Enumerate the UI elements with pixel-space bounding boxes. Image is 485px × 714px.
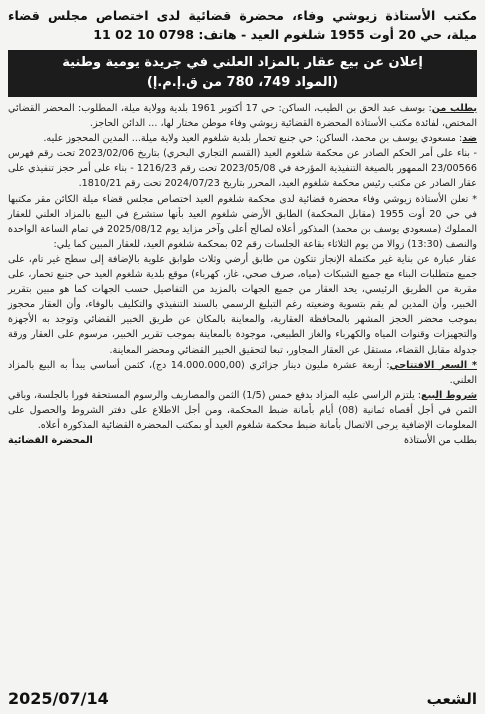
office-text: مكتب الأستاذة زيوشي وفاء، محضرة قضائية لدى اختصاص مجلس قضاء ميلة، حي 20 أوت 1955 شلغوم العيد - هاتف:: [8, 8, 477, 42]
opening-price-paragraph: [8, 358, 477, 388]
petitioner-label: بطلب من: [431, 103, 478, 114]
publication-footer: [8, 689, 477, 708]
opening-price-text: : أربعة عشرة مليون دينار جزائري (14.000.000,00 دج)، كثمن أساسي يبدأ به البيع بالمزاد العلني.: [8, 359, 477, 386]
property-description-paragraph: عقار عبارة عن بناية غير مكتملة الإنجاز تتكون من طابق أرضي وثلاث طوابق علوية بالإضافة إلى سطح غير تام، على جميع متطلبات البناء مع جميع الشبكات (مياه، صرف صحي، غاز، كهرباء) موقع بلدية شلغوم العيد حي جنبع تحمار، على مقربة من الطريق الرئيسي، يحد العقار من جميع الجهات بالمزيد من التفاصيل حسب الجهات كما هو مبين بتقرير الخبير، وأن المدين لم يقم بتسوية وضعيته رغم التبليغ الرسمي بالسند التنفيذي والتكليف بالوفاء، وأن العقار محجوز بموجب محضر الحجز المشهر بالمحافظة العقارية، والمعاينة بالمكان عن طريق الخبير القضائي وتوجد به الأجهزة والتجهيزات وقنوات المياه والكهرباء والغاز الطبيعي، موجودة بالمعاينة بموجب تقرير الخبير، مرسوم على العقار ورقة جدولة مقابل القضاء، مستقل عن العقار المجاور، تبعا لتحقيق الخبير القضائي ومحضر المعاينة.: [8, 253, 477, 356]
respondent-paragraph: [8, 131, 477, 146]
notice-body: [8, 101, 477, 433]
signature-right: بطلب من الأستاذة: [404, 435, 477, 447]
respondent-text: : مسعودي يوسف بن محمد، الساكن: حي جنبع تحمار بلدية شلغوم العيد ولاية ميلة... المدين المحجوز عليه.: [43, 133, 463, 145]
notice-legal-articles: (المواد 749، 780 من ق.إ.م.إ): [146, 75, 339, 90]
sale-conditions-paragraph: [8, 388, 477, 433]
judgment-paragraph: - بناء على أمر الحكم الصادر عن محكمة شلغوم العيد (القسم التجاري البحري) بتاريخ 2023/02/06 تحت رقم فهرس 23/00566 الممهور بالصيغة التنفيذية المؤرخة في 2023/05/08 تحت رقم 1216/23 - بناء على أمر حجز تنفيذي على عقار الصادر عن مكتب رئيس محكمة شلغوم العيد، المحرر بتاريخ 2024/07/23 تحت رقم 1810/21.: [8, 148, 477, 190]
petitioner-text: : بوسف عبد الحق بن الطيب، الساكن: حي 17 أكتوبر 1961 بلدية وولاية ميلة، المطلوب: المحضر القضائي المختص، لفائدة مكتب الأستاذة المحضرة القضائية زيوشي وفاء موطن مختار لها، ... الدائن الحاجز.: [8, 103, 477, 130]
sale-conditions-label: شروط البيع: [421, 389, 477, 401]
opening-price-label: * السعر الافتتاحي: [389, 359, 477, 371]
office-phone: 0798 10 02 11: [93, 27, 195, 42]
signature-bailiff: المحضرة القضائية: [8, 435, 93, 447]
notice-title-banner: [8, 50, 477, 97]
sale-conditions-text: : يلتزم الراسي عليه المزاد بدفع خمس (1/5) الثمن والمصاريف والرسوم المستحقة فورا بالجلسة، وباقي الثمن في أجل أقصاه ثمانية (08) أيام بأمانة ضبط المحكمة، ومن أجل الاطلاع على دفتر الشروط والحصول على المعلومات الإضافية يرجى الاتصال بأمانة ضبط محكمة شلغوم العيد أو بمكتب المحضرة القضائية المذكورة أعلاه.: [8, 389, 478, 431]
petitioner-paragraph: [8, 101, 477, 131]
respondent-label: ضد: [462, 133, 477, 145]
auction-announcement-paragraph: * تعلن الأستاذة زيوشي وفاء محضرة قضائية لدى محكمة شلغوم العيد اختصاص مجلس قضاء ميلة الكائن مقر مكتبها في حي 20 أوت 1955 (مقابل المحكمة) الطابق الأرضي شلغوم العيد بأنها ستشرع في البيع بالمزاد العلني للعقار المملوك (مسعودي يوسف بن محمد) المذكور أعلاه لصالح أعلى وآخر مزايد يوم 2025/08/12 في تمام الساعة الواحدة والنصف (13:30) زوالا من يوم الثلاثاء بقاعة الجلسات رقم 02 بمحكمة شلغوم العيد، للعقار المبين كما يلي:: [8, 193, 477, 250]
signature-row: [8, 433, 477, 448]
publication-date: 2025/07/14: [8, 689, 109, 708]
office-header: [8, 6, 477, 44]
newspaper-name: الشعب: [426, 690, 477, 708]
notice-title: إعلان عن بيع عقار بالمزاد العلني في جريدة يومية وطنية: [62, 55, 423, 70]
